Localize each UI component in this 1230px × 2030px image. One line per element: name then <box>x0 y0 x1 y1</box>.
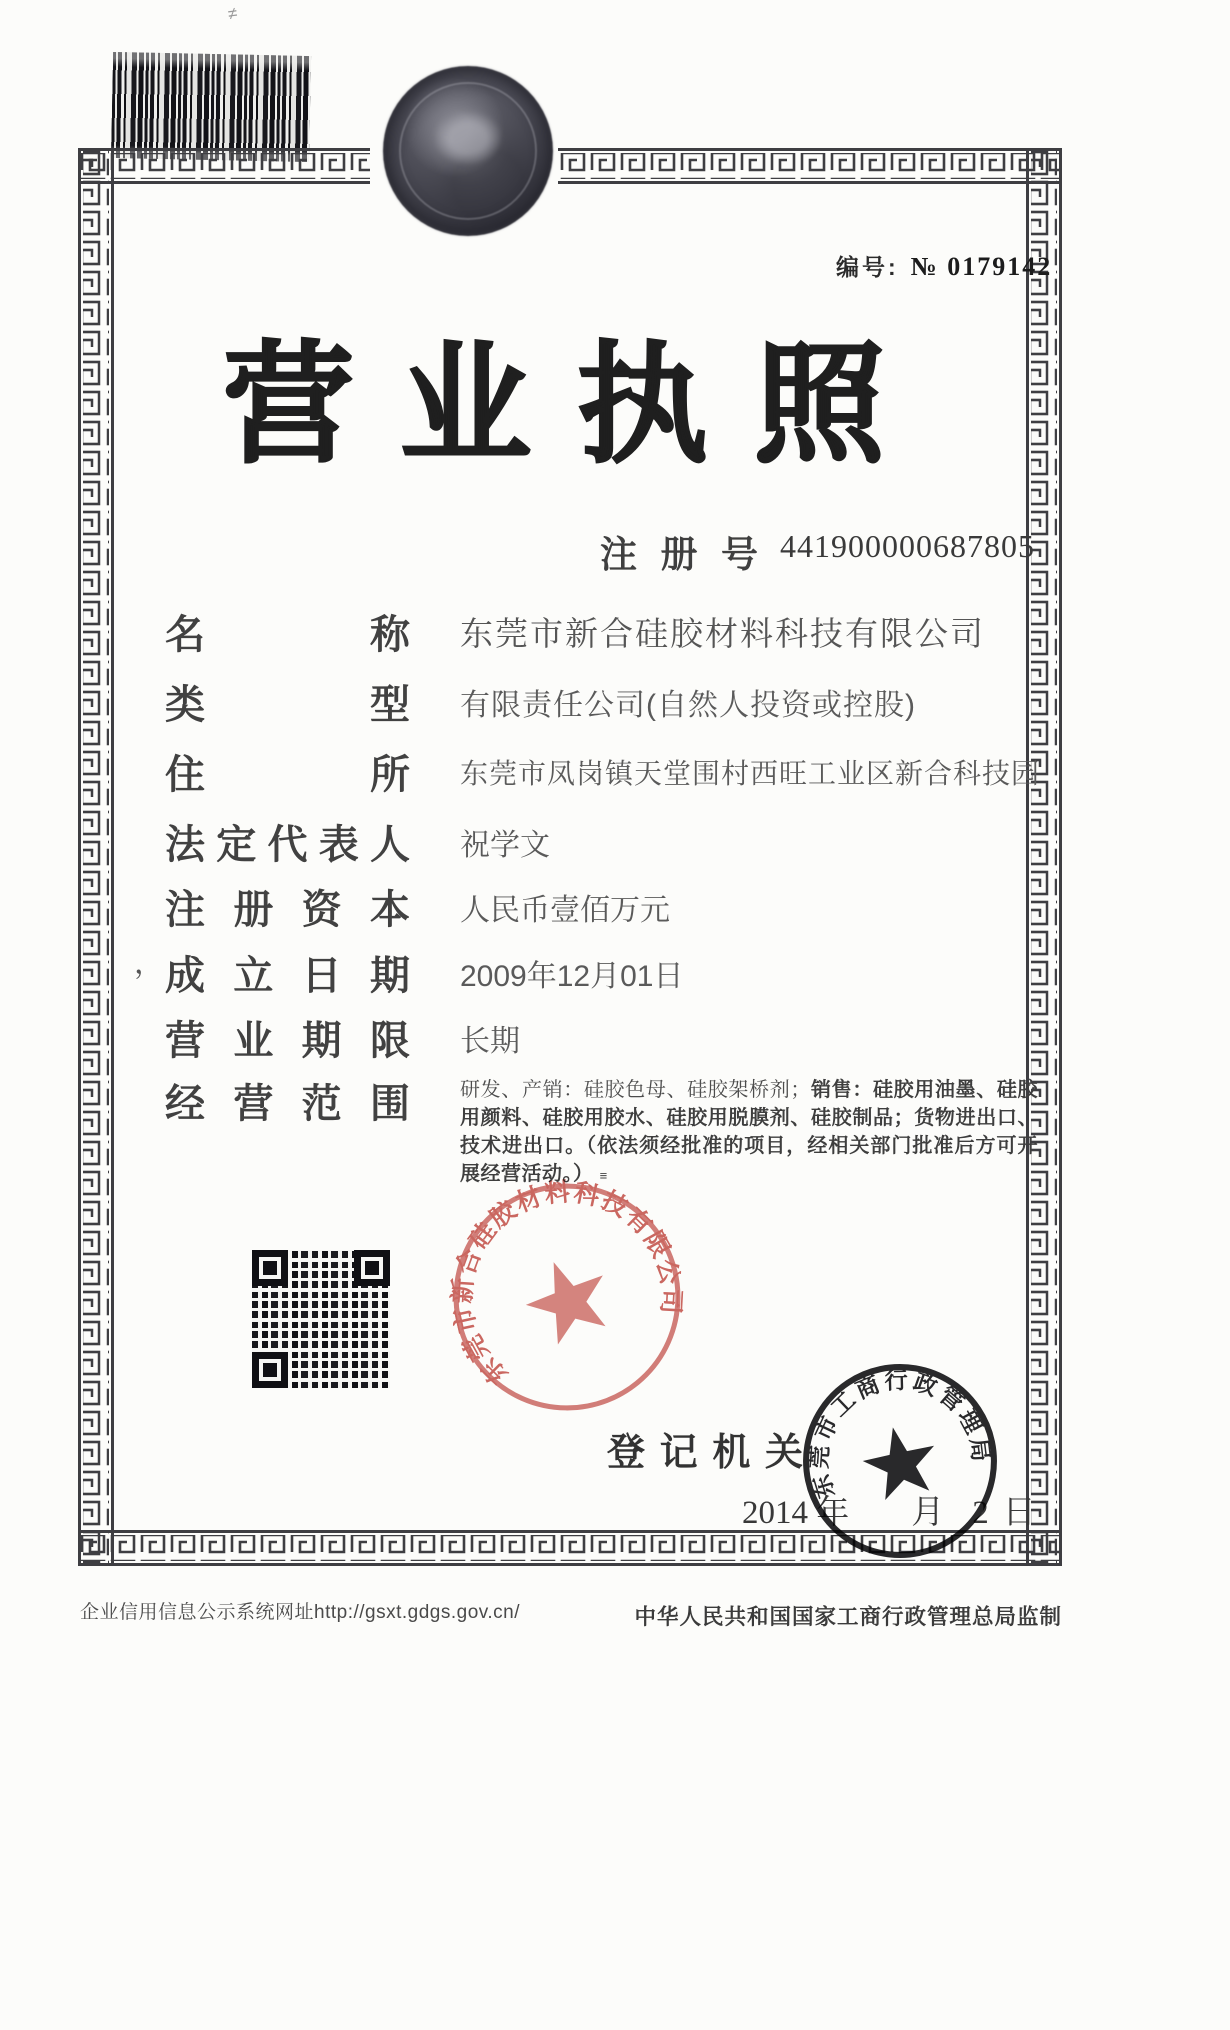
field-row-legal-representative <box>165 813 550 870</box>
footer-public-system-url: 企业信用信息公示系统网址http://gsxt.gdgs.gov.cn/ <box>80 1602 520 1623</box>
qr-finder-icon <box>252 1352 288 1388</box>
registration-number-value: 441900000687805 <box>780 528 1035 564</box>
serial-number-row <box>836 249 1052 282</box>
star-icon <box>515 1247 620 1350</box>
field-value: 2009年12月01日 <box>460 960 684 993</box>
field-row-name <box>165 603 985 660</box>
registry-seal-stamp <box>780 1341 1020 1581</box>
national-emblem <box>383 66 553 236</box>
field-row-registered-capital <box>165 878 670 935</box>
footer-issuing-authority: 中华人民共和国国家工商行政管理总局监制 <box>634 1605 1062 1629</box>
field-label: 类 型 <box>165 683 410 727</box>
scope-text-bold: 销售：硅胶用油墨、硅胶用颜料、硅胶用胶水、硅胶用脱膜剂、硅胶制品；货物进出口、技术进出口。（依法须经批准的项目，经相关部门批准后方可开展经营活动。） <box>460 1079 1039 1185</box>
license-title: 营 业 执 照 <box>223 331 885 478</box>
field-row-business-term <box>165 1009 520 1066</box>
field-label: 法 定 代 表 人 <box>165 823 410 867</box>
field-label: 经 营 范 围 <box>165 1082 410 1126</box>
field-value: 东莞市凤岗镇天堂围村西旺工业区新合科技园 <box>460 758 1041 789</box>
issue-date-month: 月 <box>911 1495 945 1531</box>
field-value: 人民币壹佰万元 <box>460 894 670 927</box>
registration-number-row <box>600 524 1035 578</box>
field-label: 成 立 日 期 <box>165 954 410 998</box>
serial-value: № 0179142 <box>910 252 1053 281</box>
issue-date-suffix: 日 <box>1002 1495 1036 1531</box>
scan-artifact-mark: ≠ <box>226 3 239 24</box>
border-top-right <box>558 148 1062 184</box>
issue-date-year: 2014 年 <box>742 1495 850 1531</box>
border-right <box>1026 148 1062 1566</box>
field-value: 东莞市新合硅胶材料科技有限公司 <box>460 615 985 652</box>
issue-date-day: 2 <box>972 1495 989 1531</box>
barcode <box>111 52 311 162</box>
black-stamp-text: 东莞市工商行政管理局 <box>805 1367 995 1502</box>
qr-finder-icon <box>252 1250 288 1286</box>
border-top-left <box>78 148 370 184</box>
field-row-address <box>165 743 1040 800</box>
field-value: 有限责任公司(自然人投资或控股) <box>460 689 916 722</box>
qr-finder-icon <box>354 1250 390 1286</box>
field-row-type <box>165 673 916 730</box>
red-stamp-text: 东莞市新合硅胶材料科技有限公司 <box>448 1178 686 1390</box>
field-row-establish-date <box>165 944 683 1001</box>
field-label: 住 所 <box>165 753 410 797</box>
field-label: 营 业 期 限 <box>165 1019 410 1063</box>
registrar-label: 登 记 机 关 <box>607 1432 803 1474</box>
field-value: 祝学文 <box>460 829 550 862</box>
field-label: 名 称 <box>165 613 410 657</box>
field-label: 注 册 资 本 <box>165 888 410 932</box>
field-value: 长期 <box>460 1025 520 1058</box>
border-left <box>78 148 114 1566</box>
qr-code <box>252 1250 390 1388</box>
scan-artifact-comma: ， <box>134 947 164 980</box>
scan-artifact-marks: ≡ <box>599 1168 607 1183</box>
scope-text-normal: 研发、产销：硅胶色母、硅胶架桥剂； <box>460 1079 811 1101</box>
registration-number-label: 注 册 号 <box>600 534 758 575</box>
serial-label: 编号: <box>836 254 899 280</box>
star-icon <box>857 1420 943 1503</box>
field-value <box>460 1072 1038 1190</box>
